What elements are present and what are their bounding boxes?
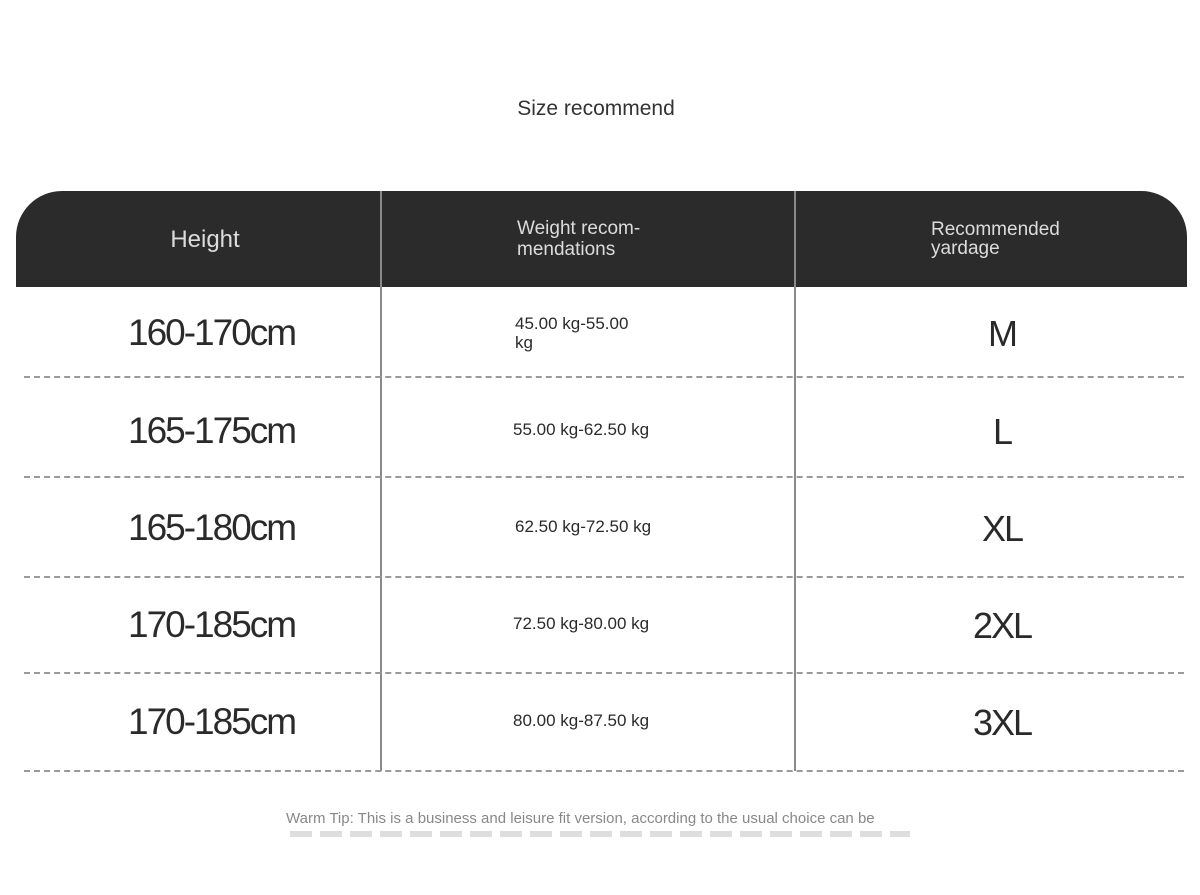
weight-line1: 72.50 kg-80.00 kg (513, 614, 650, 633)
height-cell: 165-180cm (128, 507, 296, 548)
height-cell: 170-185cm (128, 701, 296, 742)
height-cell: 165-175cm (128, 410, 296, 451)
table-row (24, 674, 1184, 772)
size-cell: M (988, 313, 1016, 354)
height-cell: 170-185cm (128, 604, 296, 645)
header-weight (517, 191, 757, 287)
weight-line1: 80.00 kg-87.50 kg (513, 711, 650, 730)
header-height: Height (170, 225, 240, 253)
weight-line1: 55.00 kg-62.50 kg (513, 420, 650, 439)
table-row (24, 578, 1184, 674)
header-weight-line1: Weight recom- (517, 218, 641, 239)
size-cell: 3XL (972, 702, 1032, 743)
weight-cell (515, 517, 715, 536)
table-header (16, 191, 1187, 287)
table-row (24, 287, 1184, 378)
cropped-text-remnant (290, 831, 910, 837)
weight-line1: 45.00 kg-55.00 (515, 314, 629, 333)
weight-cell (513, 420, 713, 439)
weight-cell (515, 314, 645, 352)
row-divider (24, 770, 1184, 772)
table-row (24, 378, 1184, 478)
header-yardage-line1: Recommended (931, 219, 1060, 240)
weight-cell (513, 711, 713, 730)
page-title: Size recommend (517, 97, 675, 120)
weight-line2: kg (515, 333, 533, 352)
weight-line1: 62.50 kg-72.50 kg (515, 517, 652, 536)
weight-cell (513, 614, 713, 633)
size-cell: XL (981, 508, 1023, 549)
header-yardage-line2: yardage (931, 238, 1000, 259)
header-yardage (931, 191, 1171, 287)
table-row (24, 478, 1184, 578)
size-cell: L (992, 411, 1012, 452)
size-cell: 2XL (972, 605, 1032, 646)
warm-tip: Warm Tip: This is a business and leisure fit version, according to the usual choice can be (286, 810, 875, 827)
header-weight-line2: mendations (517, 239, 616, 260)
height-cell: 160-170cm (128, 312, 296, 353)
